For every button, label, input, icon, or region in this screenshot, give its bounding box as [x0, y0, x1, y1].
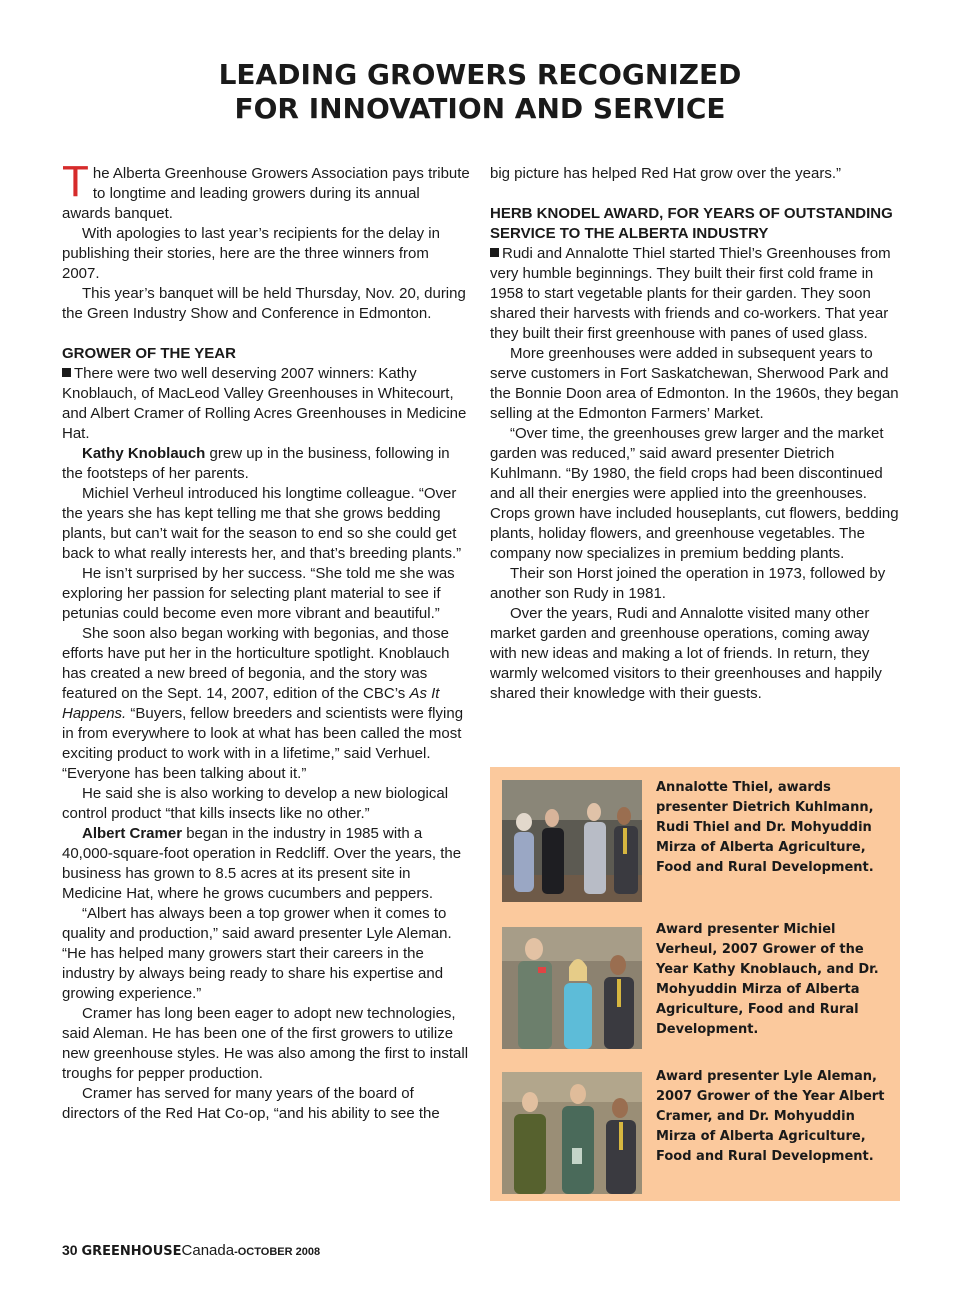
bullet-square-icon	[62, 368, 71, 377]
photo-knoblauch-group	[502, 927, 642, 1049]
grower-paragraph-1	[62, 364, 470, 444]
knodel-text-1: Rudi and Annalotte Thiel started Thiel’s Greenhouses from very humble beginnings. They built their first cold frame in 1958 to start vegetable plants for their garden. They soon shared their harvests with friends and co-workers. That year they built their first greenhouse with panes of used glass.	[490, 245, 891, 342]
grower-paragraph-2	[62, 444, 470, 484]
continued-paragraph: big picture has helped Red Hat grow over the years.”	[490, 165, 842, 182]
knodel-paragraph-4: Their son Horst joined the operation in 1973, followed by another son Rudy in 1981.	[490, 565, 886, 602]
grower-paragraph-9: Cramer has long been eager to adopt new technologies, said Aleman. He has been one of the first growers to utilize new greenhouse styles. He was also among the first to install troughs for pepper production.	[62, 1005, 469, 1082]
section-heading-herb-knodel: HERB KNODEL AWARD, FOR YEARS OF OUTSTANDING SERVICE TO THE ALBERTA INDUSTRY	[490, 205, 893, 242]
drop-cap: T	[62, 157, 89, 206]
photo-sidebar	[490, 767, 900, 1201]
left-column	[62, 157, 470, 1124]
section-heading-grower-of-year: GROWER OF THE YEAR	[62, 345, 236, 362]
caption-knoblauch: Award presenter Michiel Verheul, 2007 Grower of the Year Kathy Knoblauch, and Dr. Mohyuddin Mirza of Alberta Agriculture, Food and Rural Development.	[656, 922, 879, 1037]
intro-paragraph-3: This year’s banquet will be held Thursday, Nov. 20, during the Green Industry Show and Conference in Edmonton.	[62, 285, 466, 322]
grower-paragraph-6: He said she is also working to develop a new biological control product “that kills insects like no other.”	[62, 785, 449, 822]
page-footer	[62, 1242, 320, 1259]
kathy-name: Kathy Knoblauch	[82, 445, 206, 462]
magazine-name-regular: Canada	[181, 1242, 235, 1259]
issue-date: -OCTOBER 2008	[234, 1246, 321, 1258]
knodel-paragraph-2: More greenhouses were added in subsequent years to serve customers in Fort Saskatchewan, Sherwood Park and the Bonnie Doon area of Edmonton. In the 1960s, they began selling at the Edmonton Farmers’ Market.	[490, 345, 899, 422]
grower-paragraph-7	[62, 824, 470, 904]
grower-paragraph-10: Cramer has served for many years of the board of directors of the Red Hat Co-op, “and his ability to see the	[62, 1085, 440, 1122]
grower-text-7: began in the industry in 1985 with a 40,000-square-foot operation in Redcliff. Over the years, the business has grown to 8.5 acres at its present site in Medicine Hat, where he grows cucumbers and peppers.	[62, 825, 462, 902]
headline-line-2: FOR INNOVATION AND SERVICE	[234, 92, 726, 125]
grower-text-2: grew up in the business, following in the footsteps of her parents.	[62, 445, 450, 482]
grower-text-5b: “Buyers, fellow breeders and scientists were flying in from everywhere to look at what has been called the most exciting product to work with in a lifetime,” said Verhuel. “Everyone has been talking about it.”	[62, 705, 464, 782]
intro-paragraph-1	[62, 157, 470, 224]
intro-paragraph-2: With apologies to last year’s recipients for the delay in publishing their stories, here are the three winners from 2007.	[62, 225, 440, 282]
grower-paragraph-8: “Albert has always been a top grower when it comes to quality and production,” said award presenter Lyle Aleman. “He has helped many growers start their careers in the industry by always being ready to share his expertise and growing experience.”	[62, 905, 452, 1002]
right-column	[490, 164, 900, 704]
headline-line-1: LEADING GROWERS RECOGNIZED	[218, 58, 742, 91]
albert-name: Albert Cramer	[82, 825, 183, 842]
show-title: As It Happens.	[62, 685, 440, 722]
grower-text-1: There were two well deserving 2007 winners: Kathy Knoblauch, of MacLeod Valley Greenhouses in Whitecourt, and Albert Cramer of Rolling Acres Greenhouses in Medicine Hat.	[62, 365, 467, 442]
grower-text-5a: She soon also began working with begonias, and those efforts have put her in the horticulture spotlight. Knoblauch has created a new breed of begonia, and the story was featured on the Sept. 14, 2007, edition of the CBC’s	[62, 625, 450, 702]
caption-cramer: Award presenter Lyle Aleman, 2007 Grower of the Year Albert Cramer, and Dr. Mohyuddin Mirza of Alberta Agriculture, Food and Rural Development.	[656, 1069, 885, 1164]
grower-paragraph-3: Michiel Verheul introduced his longtime colleague. “Over the years she has kept telling me that she grows bedding plants, but can’t wait for the season to end so she could get back to what really interests her, and that’s breeding plants.”	[62, 485, 462, 562]
intro-text-1: he Alberta Greenhouse Growers Association pays tribute to longtime and leading growers during its annual awards banquet.	[62, 165, 470, 222]
caption-thiel: Annalotte Thiel, awards presenter Dietrich Kuhlmann, Rudi Thiel and Dr. Mohyuddin Mirza of Alberta Agriculture, Food and Rural Development.	[656, 780, 874, 875]
knodel-paragraph-3: “Over time, the greenhouses grew larger and the market garden was reduced,” said award presenter Dietrich Kuhlmann. “By 1980, the field crops had been discontinued and all their energies were applied into the greenhouses. Crops grown have included houseplants, cut flowers, bedding plants, holiday flowers, and greenhouse vegetables. The company now specializes in premium bedding plants.	[490, 425, 899, 562]
photo-thiel-group	[502, 780, 642, 902]
photo-cramer-group	[502, 1072, 642, 1194]
knodel-paragraph-5: Over the years, Rudi and Annalotte visited many other market garden and greenhouse operations, coming away with new ideas and making a lot of friends. In return, they warmly welcomed visitors to their greenhouses and happily shared their knowledge with their guests.	[490, 605, 882, 702]
headline	[0, 58, 960, 126]
grower-paragraph-4: He isn’t surprised by her success. “She told me she was exploring her passion for selecting plant material to see if petunias could become even more vibrant and beautiful.”	[62, 565, 455, 622]
page-number: 30	[62, 1242, 78, 1258]
knodel-paragraph-1	[490, 244, 900, 344]
magazine-name-bold: GREENHOUSE	[81, 1244, 182, 1259]
bullet-square-icon	[490, 248, 499, 257]
grower-paragraph-5	[62, 624, 470, 784]
